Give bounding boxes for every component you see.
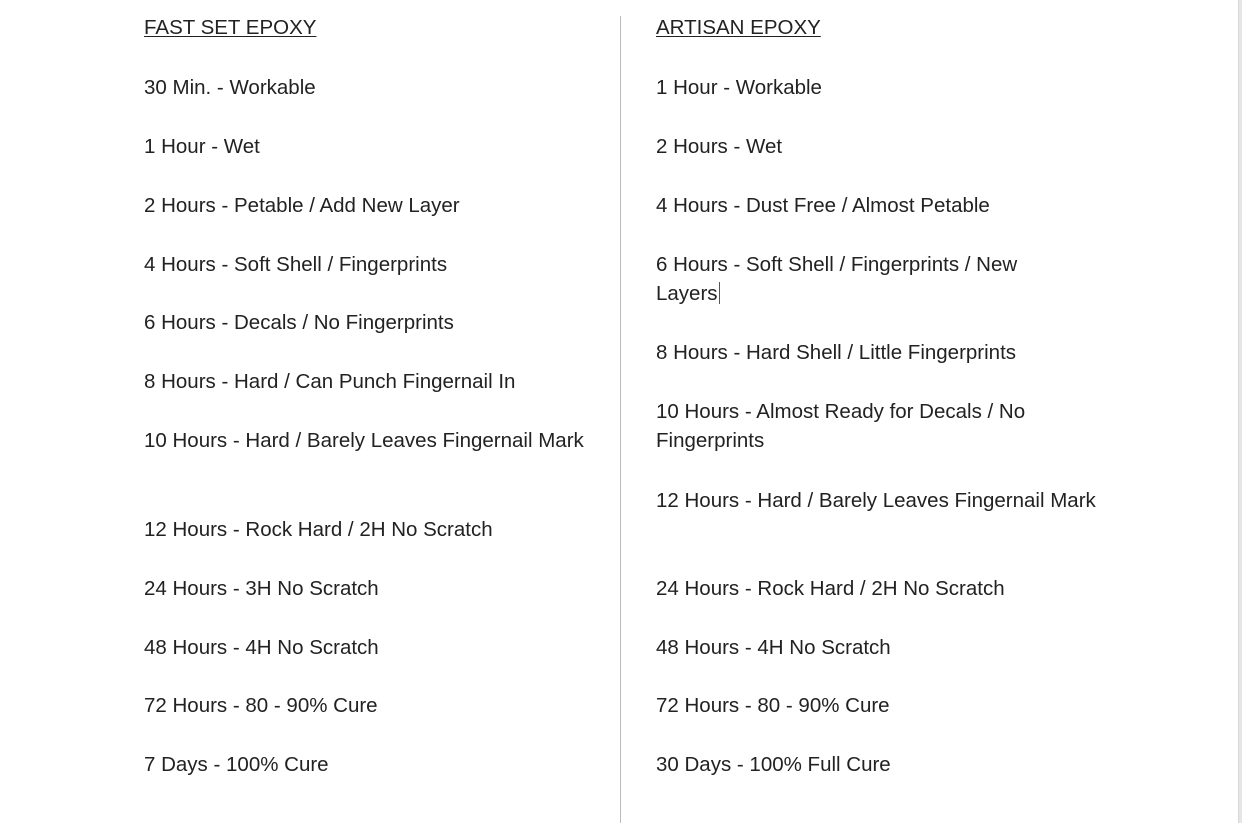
fast-set-epoxy-heading: FAST SET EPOXY xyxy=(144,16,317,39)
column-divider xyxy=(620,16,621,823)
page-right-edge xyxy=(1238,0,1242,823)
list-item[interactable]: 48 Hours - 4H No Scratch xyxy=(656,636,891,659)
list-item[interactable]: 1 Hour - Wet xyxy=(144,135,260,158)
list-item[interactable]: 24 Hours - Rock Hard / 2H No Scratch xyxy=(656,577,1005,600)
list-item[interactable]: 2 Hours - Petable / Add New Layer xyxy=(144,194,460,217)
artisan-epoxy-heading: ARTISAN EPOXY xyxy=(656,16,821,39)
text-cursor xyxy=(719,282,720,304)
list-item[interactable]: 48 Hours - 4H No Scratch xyxy=(144,636,379,659)
list-item[interactable]: 2 Hours - Wet xyxy=(656,135,783,158)
list-item[interactable]: 72 Hours - 80 - 90% Cure xyxy=(656,694,890,717)
list-item[interactable]: 72 Hours - 80 - 90% Cure xyxy=(144,694,378,717)
list-item-with-caret[interactable] xyxy=(656,250,1066,308)
list-item[interactable]: 4 Hours - Dust Free / Almost Petable xyxy=(656,194,990,217)
list-item[interactable]: 30 Days - 100% Full Cure xyxy=(656,753,891,776)
list-item[interactable]: 12 Hours - Rock Hard / 2H No Scratch xyxy=(144,518,493,541)
list-item[interactable]: 4 Hours - Soft Shell / Fingerprints xyxy=(144,253,448,276)
list-item-text: 6 Hours - Soft Shell / Fingerprints / New Layers xyxy=(656,253,1018,305)
list-item[interactable]: 8 Hours - Hard Shell / Little Fingerprints xyxy=(656,341,1017,364)
list-item[interactable]: 6 Hours - Decals / No Fingerprints xyxy=(144,311,454,334)
list-item[interactable]: 8 Hours - Hard / Can Punch Fingernail In xyxy=(144,370,516,393)
list-item[interactable]: 24 Hours - 3H No Scratch xyxy=(144,577,379,600)
list-item[interactable]: 10 Hours - Almost Ready for Decals / No Fingerprints xyxy=(656,400,1026,452)
list-item[interactable]: 12 Hours - Hard / Barely Leaves Fingernail Mark xyxy=(656,489,1096,512)
list-item[interactable]: 10 Hours - Hard / Barely Leaves Fingernail Mark xyxy=(144,429,584,452)
list-item[interactable]: 7 Days - 100% Cure xyxy=(144,753,329,776)
list-item[interactable]: 30 Min. - Workable xyxy=(144,76,316,99)
list-item[interactable]: 1 Hour - Workable xyxy=(656,76,822,99)
